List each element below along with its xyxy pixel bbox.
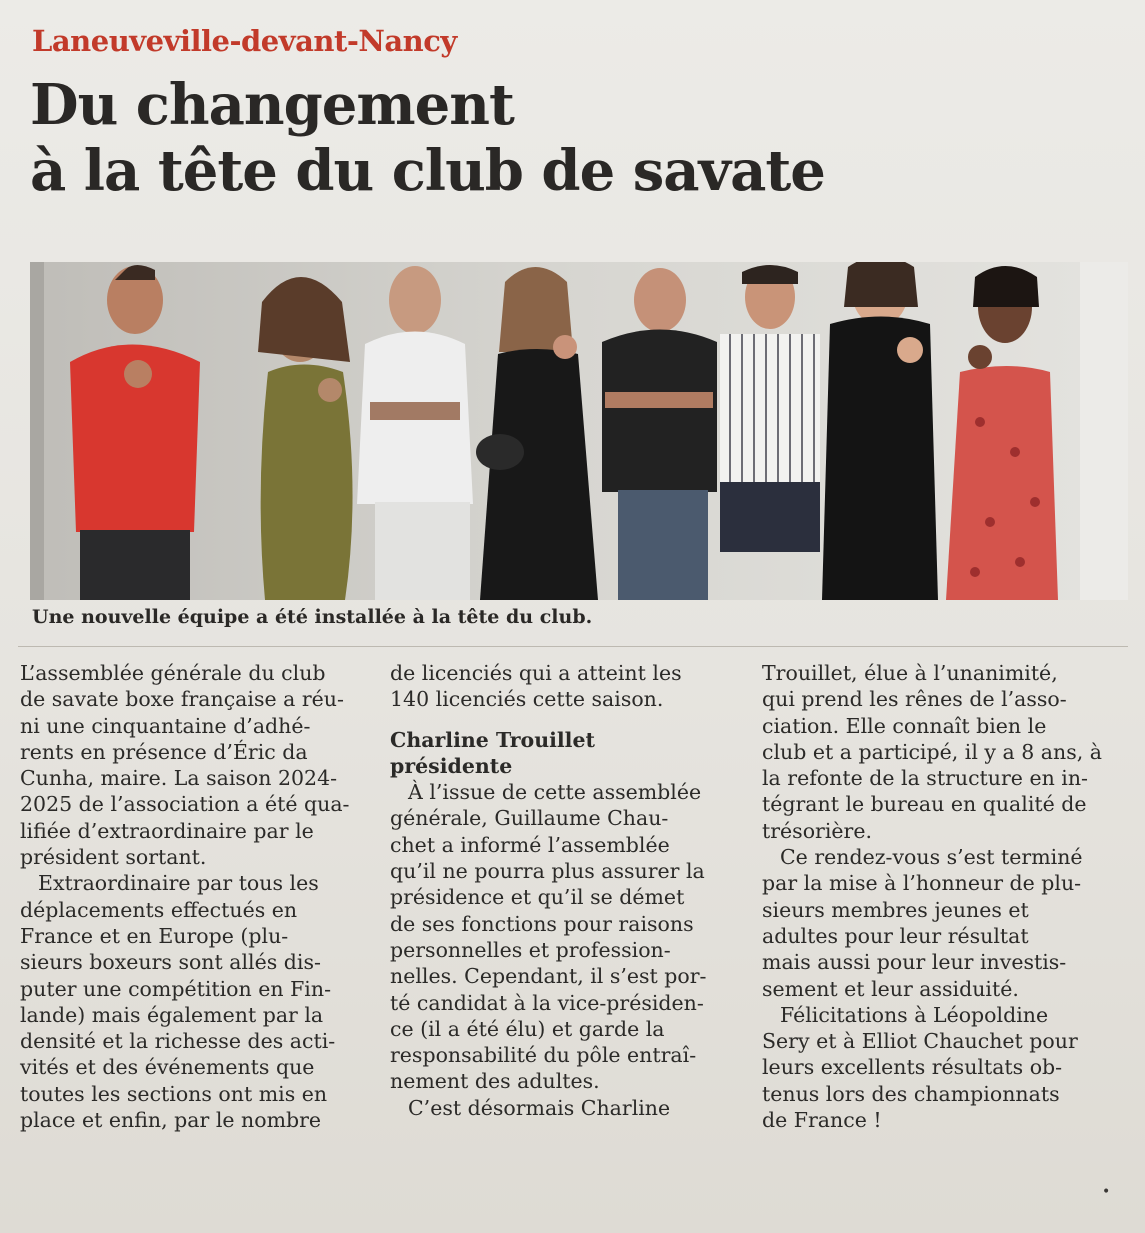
text-line: France et en Europe (plu- xyxy=(20,923,289,948)
text-line: té candidat à la vice-présiden- xyxy=(390,990,704,1015)
text-line: personnelles et profession- xyxy=(390,937,671,962)
text-line: rents en présence d’Éric da xyxy=(20,739,308,764)
text-line: mais aussi pour leur investis- xyxy=(762,950,1067,975)
end-mark: • xyxy=(1102,1184,1111,1200)
subheading: présidente xyxy=(390,753,513,778)
text-line: la refonte de la structure en in- xyxy=(762,766,1088,791)
text-line: toutes les sections ont mis en xyxy=(20,1081,328,1106)
article-column-1 xyxy=(20,660,362,1133)
text-line: sieurs membres jeunes et xyxy=(762,897,1029,922)
text-line: chet a informé l’assemblée xyxy=(390,832,670,857)
article-column-2 xyxy=(390,660,740,1121)
text-line: densité et la richesse des acti- xyxy=(20,1029,336,1054)
text-line: tégrant le bureau en qualité de xyxy=(762,792,1087,817)
text-line: vités et des événements que xyxy=(20,1055,315,1080)
text-line: club et a participé, il y a 8 ans, à xyxy=(762,739,1102,764)
text-line: déplacements effectués en xyxy=(20,897,298,922)
text-line: tenus lors des championnats xyxy=(762,1081,1060,1106)
text-line: Félicitations à Léopoldine xyxy=(780,1002,1049,1027)
text-line: lifiée d’extraordinaire par le xyxy=(20,818,314,843)
text-line: présidence et qu’il se démet xyxy=(390,885,685,910)
text-line: de savate boxe française a réu- xyxy=(20,687,344,712)
text-line: adultes pour leur résultat xyxy=(762,923,1029,948)
text-line: de ses fonctions pour raisons xyxy=(390,911,694,936)
photo-caption: Une nouvelle équipe a été installée à la tête du club. xyxy=(32,606,593,628)
text-line: nement des adultes. xyxy=(390,1069,600,1094)
text-line: trésorière. xyxy=(762,818,872,843)
text-line: lande) mais également par la xyxy=(20,1002,324,1027)
text-line: ce (il a été élu) et garde la xyxy=(390,1016,665,1041)
article-column-3 xyxy=(762,660,1122,1133)
text-line: place et enfin, par le nombre xyxy=(20,1108,322,1133)
text-line: de licenciés qui a atteint les xyxy=(390,661,682,685)
headline-line-1: Du changement xyxy=(30,72,514,138)
text-line: sieurs boxeurs sont allés dis- xyxy=(20,950,321,975)
subheading: Charline Trouillet xyxy=(390,727,595,752)
caption-divider xyxy=(18,646,1128,647)
headline-line-2: à la tête du club de savate xyxy=(30,138,825,204)
text-line: Trouillet, élue à l’unanimité, xyxy=(762,661,1058,685)
text-line: Cunha, maire. La saison 2024- xyxy=(20,766,338,791)
text-line: Ce rendez-vous s’est terminé xyxy=(780,845,1083,870)
team-photo xyxy=(30,262,1128,600)
location-kicker: Laneuveville-devant-Nancy xyxy=(32,24,457,58)
text-line: 140 licenciés cette saison. xyxy=(390,687,664,712)
text-line: responsabilité du pôle entraî- xyxy=(390,1043,697,1068)
text-line: nelles. Cependant, il s’est por- xyxy=(390,964,707,989)
text-line: générale, Guillaume Chau- xyxy=(390,806,669,831)
text-line: 2025 de l’association a été qua- xyxy=(20,792,350,817)
text-line: C’est désormais Charline xyxy=(408,1095,671,1120)
text-line: par la mise à l’honneur de plu- xyxy=(762,871,1082,896)
text-line: qui prend les rênes de l’asso- xyxy=(762,687,1067,712)
text-line: de France ! xyxy=(762,1108,882,1133)
person-olive-dress xyxy=(258,277,353,600)
text-line: À l’issue de cette assemblée xyxy=(408,780,702,805)
text-line: qu’il ne pourra plus assurer la xyxy=(390,859,705,884)
text-line: sement et leur assiduité. xyxy=(762,976,1019,1001)
text-line: ciation. Elle connaît bien le xyxy=(762,713,1047,738)
text-line: président sortant. xyxy=(20,845,207,870)
article-headline xyxy=(30,72,1030,204)
text-line: leurs excellents résultats ob- xyxy=(762,1055,1063,1080)
text-line: Sery et à Elliot Chauchet pour xyxy=(762,1029,1078,1054)
text-line: L’assemblée générale du club xyxy=(20,661,326,685)
text-line: puter une compétition en Fin- xyxy=(20,976,331,1001)
text-line: ni une cinquantaine d’adhé- xyxy=(20,713,311,738)
text-line: Extraordinaire par tous les xyxy=(38,871,319,896)
